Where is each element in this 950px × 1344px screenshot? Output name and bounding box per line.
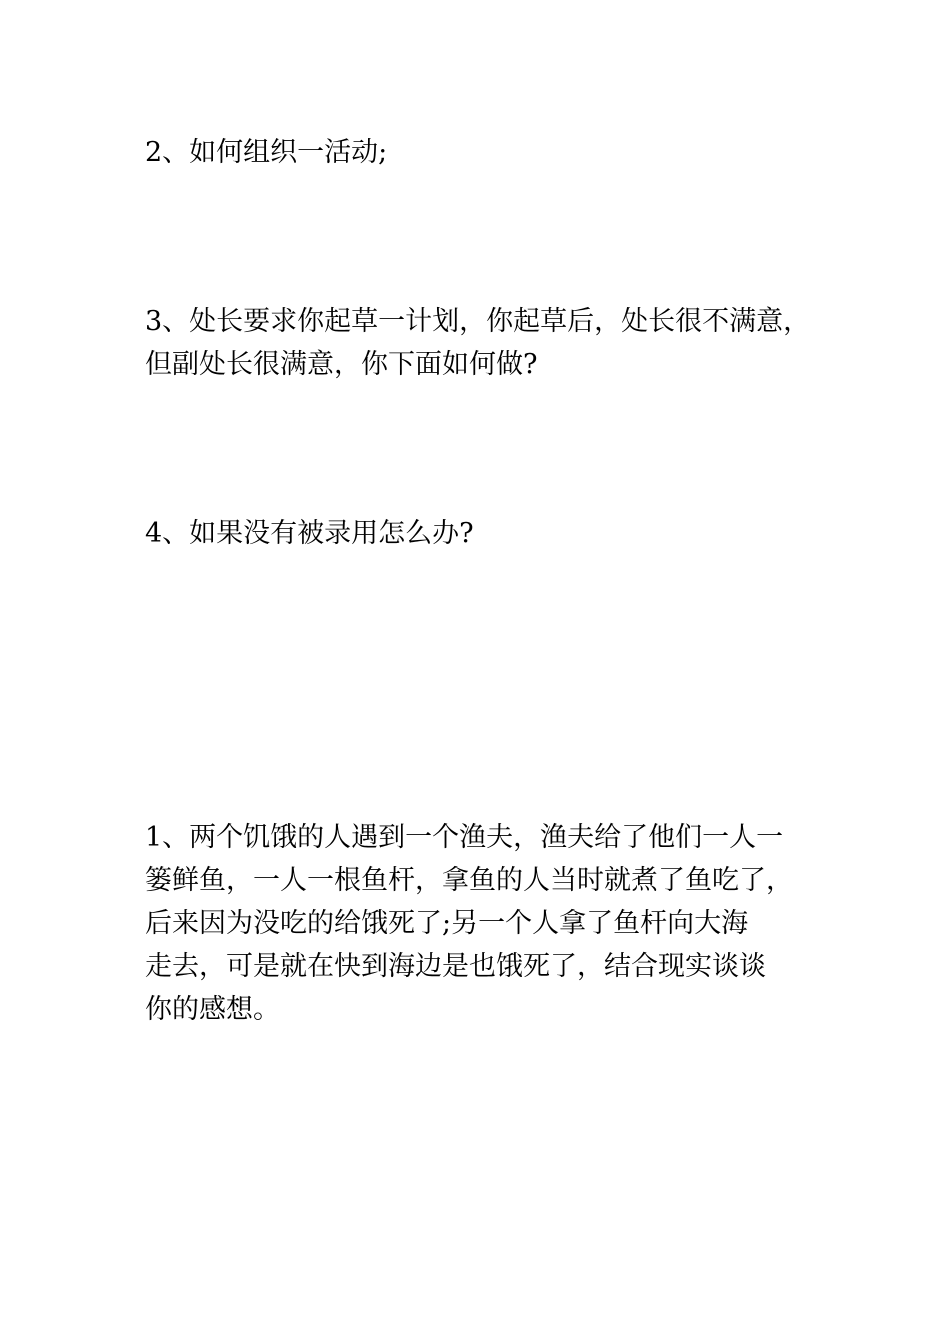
question-4: [145, 512, 815, 555]
question-line: 3、处长要求你起草一计划，你起草后，处长很不满意，: [145, 306, 811, 337]
question-1-fisherman: [145, 816, 815, 1031]
question-line: 你的感想。: [145, 994, 280, 1025]
question-line: 走去，可是就在快到海边是也饿死了，结合现实谈谈: [145, 951, 766, 982]
question-line: 但副处长很满意，你下面如何做?: [145, 349, 538, 380]
question-line: 2、如何组织一活动;: [145, 137, 388, 168]
question-line: 1、两个饥饿的人遇到一个渔夫，渔夫给了他们一人一: [145, 822, 784, 853]
question-line: 后来因为没吃的给饿死了;另一个人拿了鱼杆向大海: [145, 908, 749, 939]
question-3: [145, 300, 815, 386]
question-line: 4、如果没有被录用怎么办?: [145, 518, 474, 549]
question-line: 篓鲜鱼，一人一根鱼杆，拿鱼的人当时就煮了鱼吃了，: [145, 865, 793, 896]
question-2: [145, 131, 815, 174]
